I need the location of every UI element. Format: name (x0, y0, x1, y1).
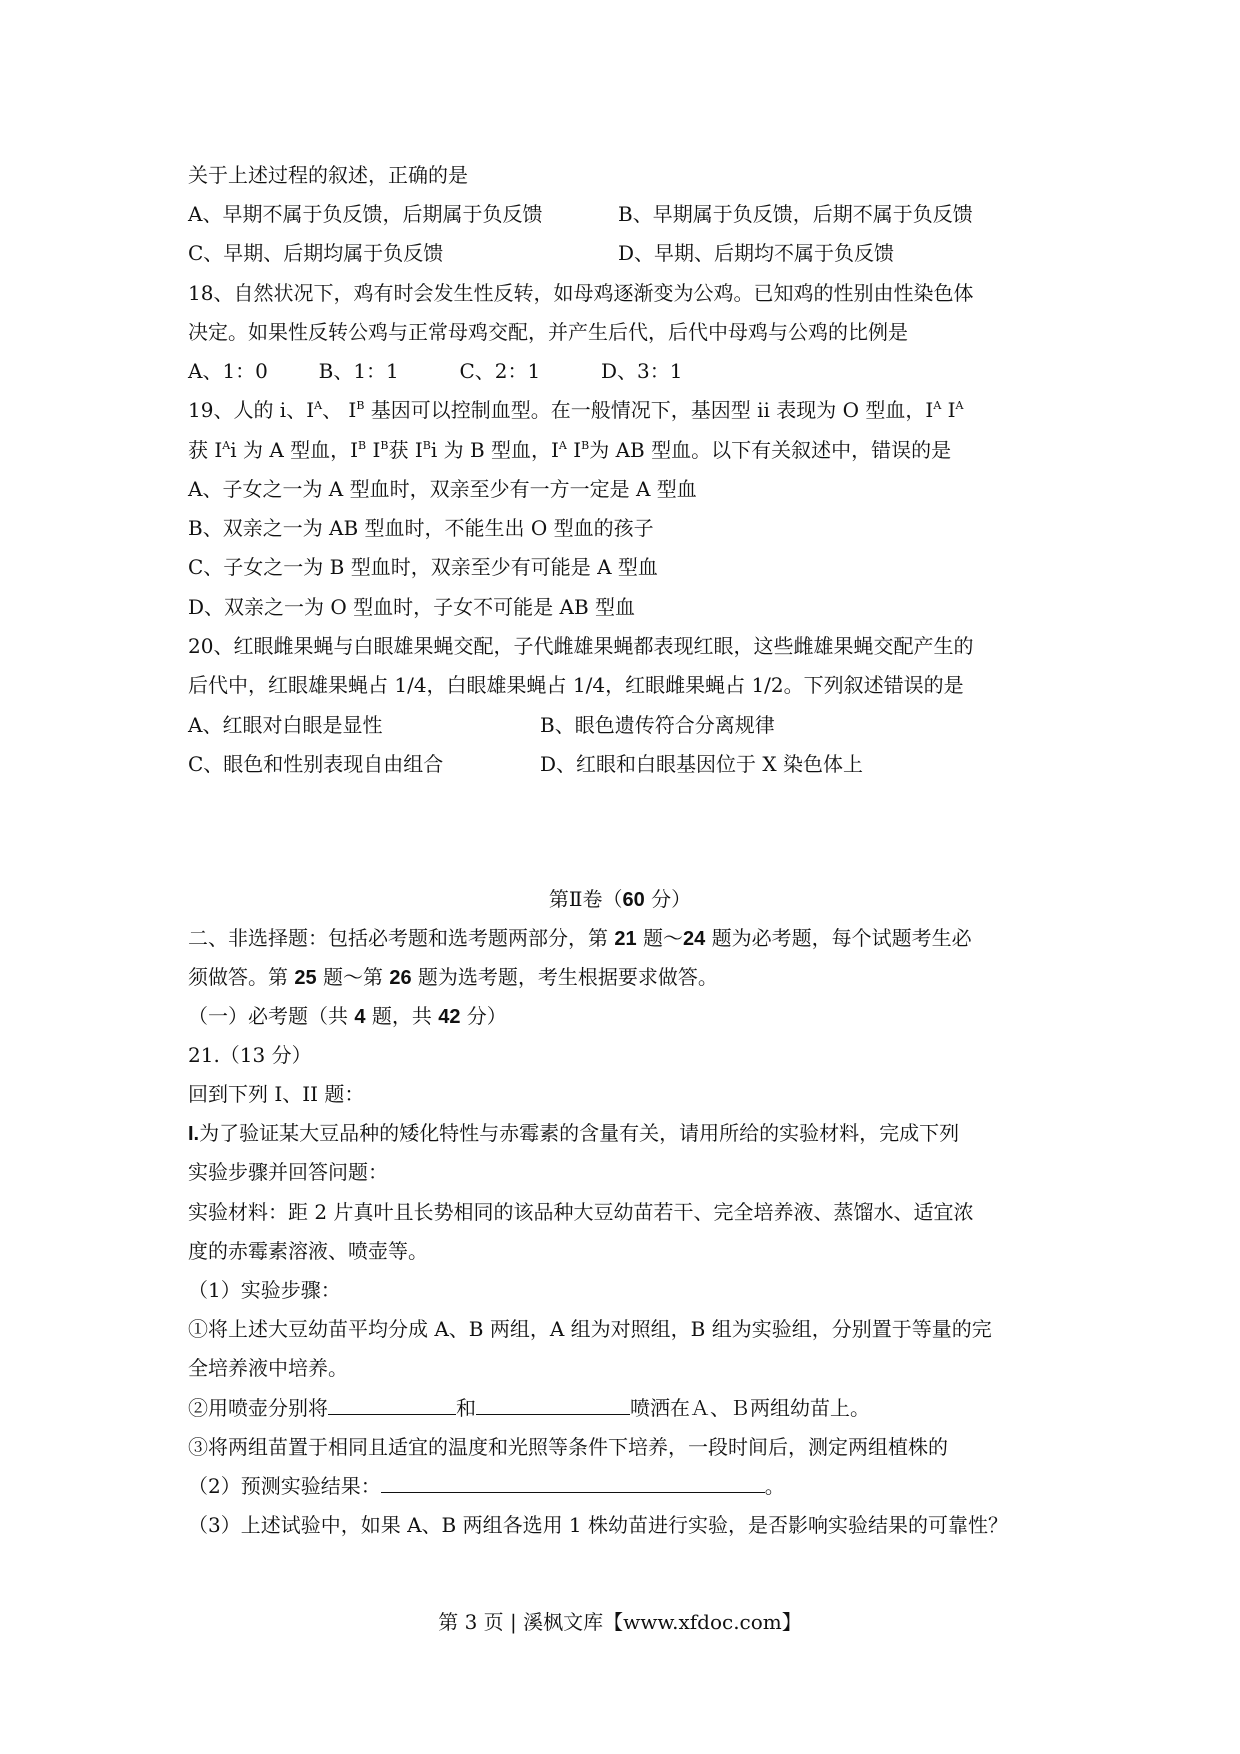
step-text: 和 (456, 1396, 476, 1420)
section-title-score: 60 (622, 889, 645, 911)
superscript: B (356, 399, 365, 412)
instr-text: 题～ (636, 926, 683, 950)
q19-option-c: C、子女之一为 B 型血时，双亲至少有可能是 A 型血 (188, 555, 658, 579)
answer-blank[interactable] (476, 1394, 630, 1415)
step-text: ②用喷壶分别将 (188, 1396, 328, 1420)
section-title-text: 分） (644, 887, 692, 911)
heading-number: 42 (438, 1006, 461, 1028)
section-title (0, 885, 1240, 914)
section-instructions-line2 (188, 963, 718, 992)
step-text: 。 (764, 1474, 785, 1498)
step-text: （2）预测实验结果： (188, 1474, 381, 1498)
instr-text: 题～第 (316, 965, 390, 989)
q21-step2 (188, 1394, 870, 1422)
q19-text: 19、人的 i、I (188, 398, 315, 422)
q19-text: I (366, 438, 381, 462)
part-label: I. (188, 1123, 200, 1145)
q19-text: i 为 B 型血，I (430, 438, 559, 462)
q17-option-c: C、早期、后期均属于负反馈 (188, 241, 444, 265)
q19-text: 获 I (388, 438, 423, 462)
instr-number: 25 (294, 967, 317, 989)
q17-option-d: D、早期、后期均不属于负反馈 (618, 241, 895, 265)
q18-options (188, 357, 682, 385)
q19-text: I (566, 438, 582, 462)
q21-steps-heading: （1）实验步骤： (188, 1278, 341, 1302)
q20-stem-line1: 20、红眼雌果蝇与白眼雄果蝇交配，子代雌雄果蝇都表现红眼，这些雌雄果蝇交配产生的 (188, 634, 974, 658)
q18-stem-line2: 决定。如果性反转公鸡与正常母鸡交配，并产生后代，后代中母鸡与公鸡的比例是 (188, 320, 908, 344)
q19-option-d: D、双亲之一为 O 型血时，子女不可能是 AB 型血 (188, 595, 636, 619)
q17-option-a: A、早期不属于负反馈，后期属于负反馈 (188, 202, 543, 226)
instr-number: 24 (682, 928, 706, 950)
q21-heading: 21.（13 分） (188, 1043, 312, 1067)
instr-text: 题为必考题，每个试题考生必 (705, 926, 972, 950)
q19-text: I (941, 398, 956, 422)
heading-number: 4 (354, 1006, 366, 1028)
q19-text: 、 I (322, 398, 357, 422)
instr-text: 须做答。第 (188, 965, 295, 989)
q20-stem-line2: 后代中，红眼雄果蝇占 1/4，白眼雄果蝇占 1/4，红眼雌果蝇占 1/2。下列叙述错误的是 (188, 673, 964, 697)
superscript: A (955, 399, 964, 412)
answer-blank[interactable] (381, 1472, 765, 1493)
q17-option-b: B、早期属于负反馈，后期不属于负反馈 (618, 202, 973, 226)
superscript: A (933, 399, 942, 412)
heading-text: 题，共 (365, 1004, 439, 1028)
q19-stem-line1 (188, 396, 963, 424)
q21-step3: ③将两组苗置于相同且适宜的温度和光照等条件下培养，一段时间后，测定两组植株的 (188, 1435, 948, 1459)
q19-stem-line2 (188, 436, 951, 464)
q21-intro: 回到下列 I、II 题： (188, 1082, 365, 1106)
superscript: B (581, 439, 590, 452)
q21-step1-line2: 全培养液中培养。 (188, 1356, 348, 1380)
required-section-heading (188, 1002, 507, 1031)
instr-number: 21 (614, 928, 637, 950)
q19-option-b: B、双亲之一为 AB 型血时，不能生出 O 型血的孩子 (188, 516, 654, 540)
q21-reliability-question: （3）上述试验中，如果 A、B 两组各选用 1 株幼苗进行实验，是否影响实验结果的可靠性？ (188, 1513, 1009, 1537)
q18-option-b: B、1：1 (318, 359, 399, 383)
q21-step1-line1: ①将上述大豆幼苗平均分成 A、B 两组，A 组为对照组，B 组为实验组，分别置于等量的完 (188, 1317, 992, 1341)
q21-materials-line1: 实验材料：距 2 片真叶且长势相同的该品种大豆幼苗若干、完全培养液、蒸馏水、适宜浓 (188, 1200, 974, 1224)
answer-blank[interactable] (328, 1394, 456, 1415)
q19-text: 为 AB 型血。以下有关叙述中，错误的是 (589, 438, 952, 462)
q18-stem-line1: 18、自然状况下，鸡有时会发生性反转，如母鸡逐渐变为公鸡。已知鸡的性别由性染色体 (188, 281, 974, 305)
page-footer: 第 3 页 | 溪枫文库【www.xfdoc.com】 (438, 1610, 802, 1634)
section-title-text: 第Ⅱ卷（ (548, 887, 623, 911)
step-text: 喷洒在Ａ、Ｂ两组幼苗上。 (630, 1396, 870, 1420)
q18-option-d: D、3：1 (600, 359, 683, 383)
superscript: B (422, 439, 431, 452)
q21-part1-line1 (188, 1119, 959, 1148)
q18-option-a: A、1：0 (188, 359, 268, 383)
instr-text: 题为选考题，考生根据要求做答。 (411, 965, 718, 989)
q20-option-d: D、红眼和白眼基因位于 X 染色体上 (540, 752, 863, 776)
heading-text: （一）必考题（共 (188, 1004, 355, 1028)
heading-text: 分） (460, 1004, 507, 1028)
superscript: A (222, 439, 231, 452)
q20-option-c: C、眼色和性别表现自由组合 (188, 752, 444, 776)
q21-prediction (188, 1472, 785, 1500)
q21-materials-line2: 度的赤霉素溶液、喷壶等。 (188, 1239, 428, 1263)
superscript: A (314, 399, 323, 412)
q20-option-b: B、眼色遗传符合分离规律 (540, 713, 775, 737)
section-instructions-line1 (188, 924, 972, 953)
superscript: B (358, 439, 367, 452)
instr-text: 二、非选择题：包括必考题和选考题两部分，第 (188, 926, 615, 950)
question-intro: 关于上述过程的叙述，正确的是 (188, 163, 468, 187)
superscript: B (380, 439, 389, 452)
q19-option-a: A、子女之一为 A 型血时，双亲至少有一方一定是 A 型血 (188, 477, 697, 501)
part-text: 为了验证某大豆品种的矮化特性与赤霉素的含量有关，请用所给的实验材料，完成下列 (199, 1121, 960, 1145)
q21-part1-line2: 实验步骤并回答问题： (188, 1160, 388, 1184)
q20-option-a: A、红眼对白眼是显性 (188, 713, 383, 737)
q19-text: 基因可以控制血型。在一般情况下，基因型 ii 表现为 O 型血，I (364, 398, 934, 422)
q19-text: 获 I (188, 438, 223, 462)
q18-option-c: C、2：1 (459, 359, 541, 383)
superscript: A (558, 439, 567, 452)
q19-text: i 为 A 型血，I (230, 438, 359, 462)
instr-number: 26 (389, 967, 412, 989)
